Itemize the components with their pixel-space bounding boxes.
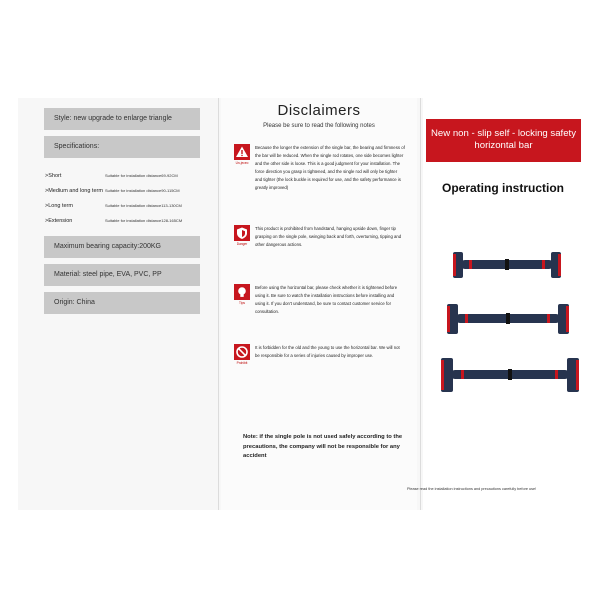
disclaimers-title: Disclaimers <box>277 102 361 119</box>
notice-label: Danger <box>236 242 248 246</box>
notice-prohibit <box>233 344 413 365</box>
horizontal-bar-short-image <box>449 246 565 282</box>
horizontal-bar-medium-image <box>443 298 573 338</box>
danger-shield-icon <box>234 225 250 241</box>
spec-name: >Long term <box>45 202 73 209</box>
notice-tips <box>233 284 413 316</box>
product-panel <box>423 98 600 510</box>
spec-name: >Extension <box>45 217 73 224</box>
notice-label: Un-jeceo <box>235 161 249 165</box>
horizontal-bar-long-image <box>437 352 583 396</box>
spec-name: >Medium and long term <box>45 187 103 194</box>
origin-label: Origin: China <box>44 292 200 314</box>
notice-text: Because the longer the extension of the single bar, the bearing and firmness of the bar will be reduced. When the single rod rotates, one side becomes lighter and the other side is loose. This is a good judgment for your installation. The force direction you grasp is tightened, and the single rod will only be tighter and tighter (the lock buckle is required for use, and the safety performance is greatly improved) <box>255 145 405 191</box>
material-label: Material: steel pipe, EVA, PVC, PP <box>44 264 200 286</box>
notice-text: This product is prohibited from handstand, hanging upside down, finger tip grasping on the single pole, swinging back and forth, overturning, tipping and other dangerous actions. <box>255 226 402 248</box>
disclaimers-panel <box>221 98 417 510</box>
operating-instruction-title: Operating instruction <box>441 181 564 195</box>
prohibited-icon <box>234 344 250 360</box>
spec-value: Suitable for installation distance69-92CM <box>105 173 178 178</box>
spec-row-short <box>45 168 205 183</box>
fold-line <box>420 98 421 510</box>
spec-list <box>45 168 205 228</box>
style-label: Style: new upgrade to enlarge triangle <box>44 108 200 130</box>
specifications-panel <box>18 98 214 510</box>
notice-warning <box>233 144 413 193</box>
spec-row-extension <box>45 213 205 228</box>
bottom-note: Please read the installation instructions and precautions carefully before use! <box>407 487 537 491</box>
spec-row-long <box>45 198 205 213</box>
spec-name: >Short <box>45 172 62 179</box>
bearing-capacity-label: Maximum bearing capacity:200KG <box>44 236 200 258</box>
product-title-box <box>426 119 581 162</box>
spec-value: Suitable for installation distance90-115CM <box>105 188 180 193</box>
warning-icon <box>234 144 250 160</box>
spec-value: Suitable for installation distance128-165CM <box>105 218 183 223</box>
tips-bulb-icon <box>234 284 250 300</box>
fold-line <box>218 98 219 510</box>
notice-text: Before using the horizontal bar, please check whether it is tightened before using it. Be sure to watch the installation instructions before installing and using it. If you don't understand, be sure to contact customer service for consultation. <box>255 285 398 315</box>
final-note: Note: if the single pole is not used safely according to the precautions, the company will not be responsible for any accident <box>243 434 403 460</box>
brochure-sheet <box>18 98 600 510</box>
spec-value: Suitable for installation distance113-130CM <box>105 203 182 208</box>
notice-text: It is forbidden for the old and the young to use the horizontal bar. We will not be responsible for a series of injuries caused by improper use. <box>255 345 400 359</box>
spec-row-medium <box>45 183 205 198</box>
notice-label: Prohibit <box>236 361 248 365</box>
disclaimers-subtitle: Please be sure to read the following notes <box>263 123 375 129</box>
product-title: New non - slip self - locking safety horizontal bar <box>430 128 577 151</box>
specifications-label: Specifications: <box>44 136 200 158</box>
notice-label: Tips <box>239 301 245 305</box>
notice-danger <box>233 225 413 249</box>
